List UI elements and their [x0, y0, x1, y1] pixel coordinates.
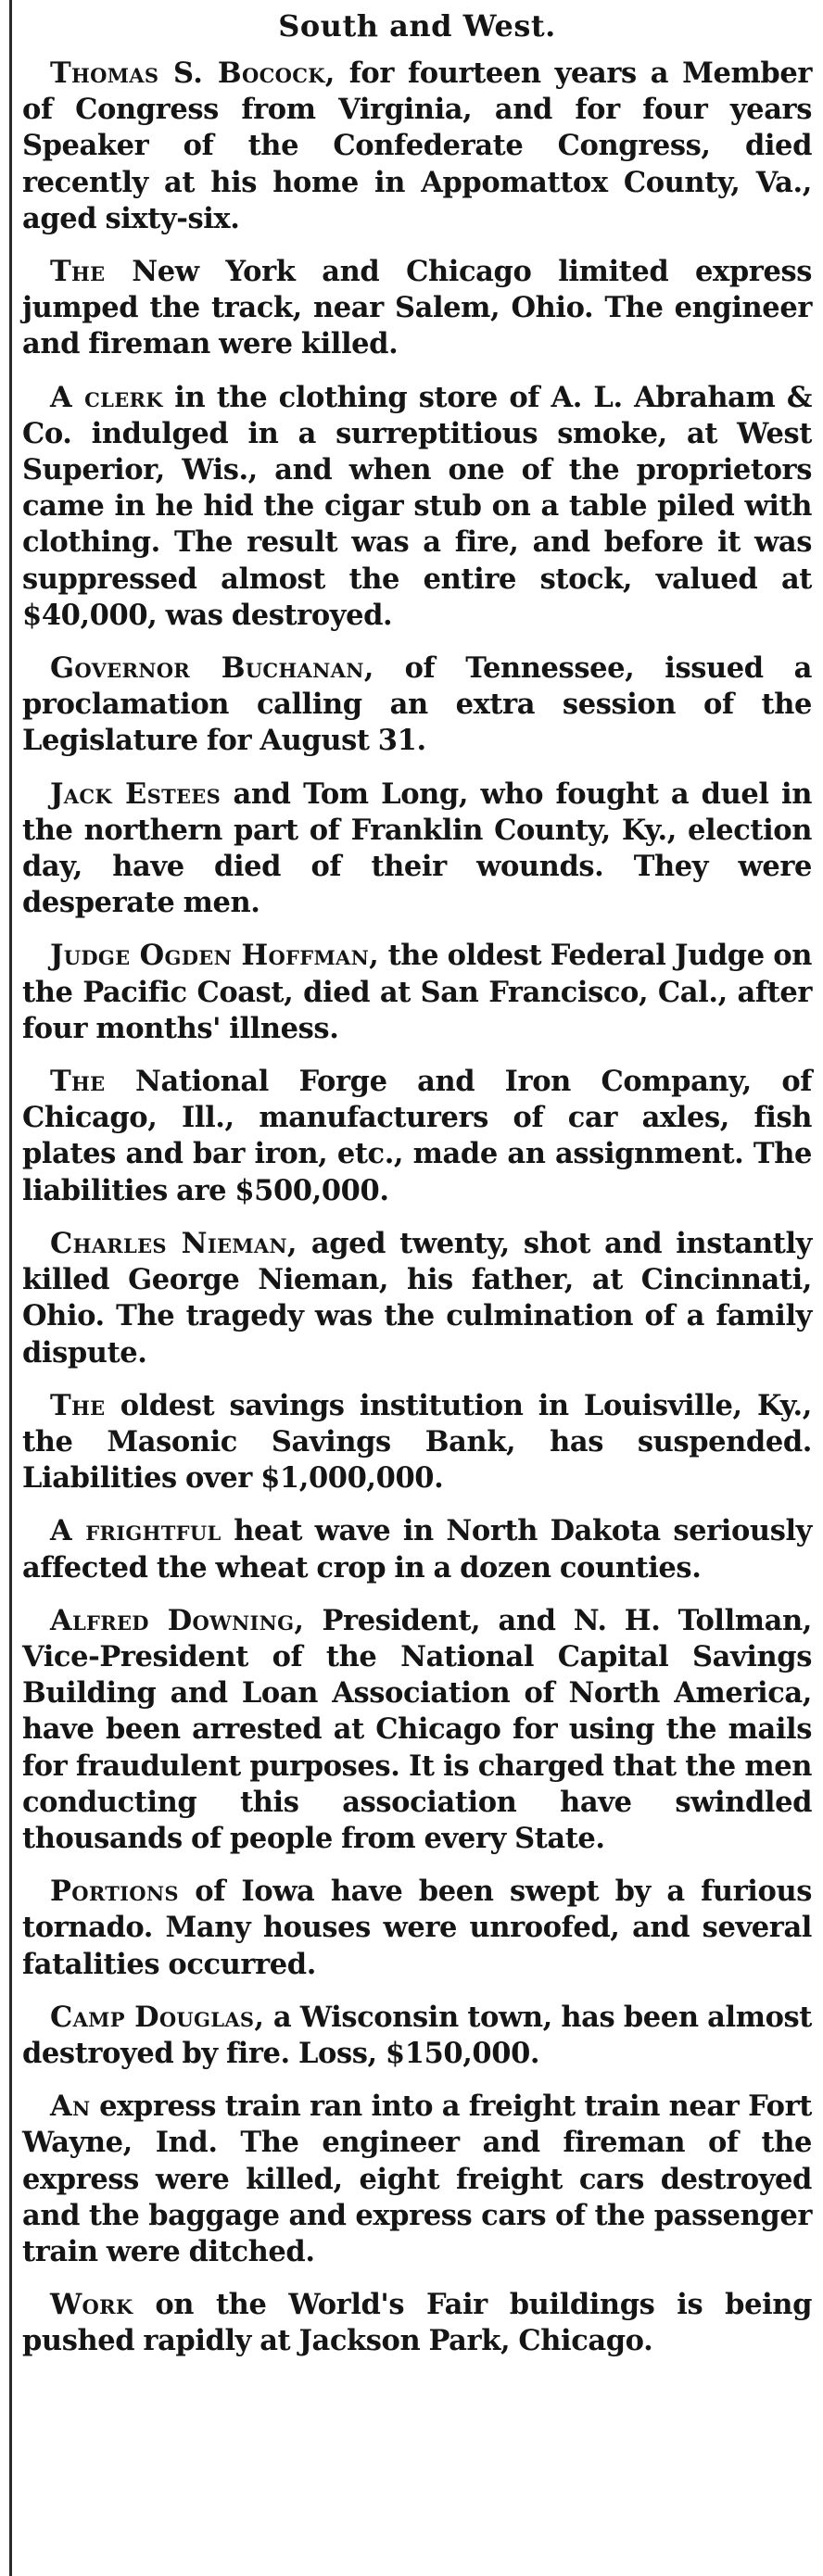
news-item	[22, 380, 812, 634]
news-item	[22, 56, 812, 237]
news-item-lead: A clerk	[50, 380, 163, 414]
news-item-text: for fourteen years a Member of Congress from Virginia, and for four years Speaker of the Confederate Congress, died recently at his home in Appomattox County, Va., aged sixty-six.	[22, 57, 812, 235]
news-item-text: President, and N. H. Tollman, Vice-President of the National Capital Savings Building and Loan Association of North America, have been arrested at Chicago for using the mails for fraudulent purposes. It is charged that the men conducting this association have swindled thousands of people from every State.	[22, 1603, 812, 1855]
news-item-text: express train ran into a freight train near Fort Wayne, Ind. The engineer and fireman of the express were killed, eight freight cars destroyed and the baggage and express cars of the passenger train were ditched.	[22, 2090, 812, 2268]
news-item	[22, 2287, 812, 2359]
news-item-text: aged twenty, shot and instantly killed George Nieman, his father, at Cincinnati, Ohio. The tragedy was the culmination of a family dispute.	[22, 1226, 812, 1370]
news-item	[22, 2089, 812, 2270]
news-item-lead: Camp Douglas,	[50, 2000, 265, 2034]
news-item-lead: Alfred Downing,	[50, 1603, 305, 1637]
news-item-text: the oldest Federal Judge on the Pacific Coast, died at San Francisco, Cal., after four months' illness.	[22, 939, 812, 1045]
news-item-lead: Portions	[50, 1875, 179, 1909]
news-item-text: in the clothing store of A. L. Abraham & Co. indulged in a surreptitious smoke, at West Superior, Wis., and when one of the proprietors came in he hid the cigar stub on a table piled with clothing. The result was a fire, and before it was suppressed almost the entire stock, valued at $40,000, was destroyed.	[22, 380, 812, 632]
news-item-text: and Tom Long, who fought a duel in the northern part of Franklin County, Ky., election day, have died of their wounds. They were desperate men.	[22, 777, 813, 920]
news-item-lead: Jack Estees	[50, 777, 222, 811]
news-item	[22, 1064, 812, 1209]
news-item	[22, 1388, 812, 1497]
news-item	[22, 254, 812, 363]
news-item-text: National Forge and Iron Company, of Chicago, Ill., manufacturers of car axles, fish plates and bar iron, etc., made an assignment. The liabilities are $500,000.	[22, 1065, 812, 1207]
news-item	[22, 777, 812, 922]
news-item-text: of Tennessee, issued a proclamation calling an extra session of the Legislature for August 31.	[22, 651, 812, 758]
news-item-lead: Governor Buchanan,	[50, 651, 374, 686]
news-item-text: a Wisconsin town, has been almost destroyed by fire. Loss, $150,000.	[22, 2000, 812, 2070]
news-item-text: on the World's Fair buildings is being pushed rapidly at Jackson Park, Chicago.	[22, 2288, 812, 2358]
news-item-lead: Judge Ogden Hoffman,	[50, 939, 380, 973]
news-item-lead: The	[50, 255, 106, 289]
news-item	[22, 650, 812, 760]
news-item-text: of Iowa have been swept by a furious tornado. Many houses were unroofed, and several fatalities occurred.	[22, 1875, 812, 1981]
news-item-lead: Charles Nieman,	[50, 1226, 298, 1260]
news-item	[22, 938, 812, 1047]
news-item-text: heat wave in North Dakota seriously affected the wheat crop in a dozen counties.	[22, 1514, 812, 1585]
news-item-text: New York and Chicago limited express jumped the track, near Salem, Ohio. The engineer and fireman were killed.	[22, 255, 812, 361]
news-item-lead: An	[50, 2090, 91, 2124]
section-heading: South and West.	[278, 8, 556, 44]
news-item-lead: A frightful	[50, 1514, 222, 1548]
news-item-text: oldest savings institution in Louisville, Ky., the Masonic Savings Bank, has suspended. Liabilities over $1,000,000.	[22, 1388, 812, 1496]
news-item	[22, 2000, 812, 2072]
news-item-lead: Work	[50, 2288, 133, 2322]
news-item	[22, 1603, 812, 1857]
news-item	[22, 1874, 812, 1983]
news-item	[22, 1226, 812, 1371]
news-item-lead: Thomas S. Bocock,	[50, 57, 336, 90]
news-item	[22, 1513, 812, 1585]
news-item-lead: The	[50, 1388, 106, 1422]
news-item-lead: The	[50, 1065, 106, 1099]
